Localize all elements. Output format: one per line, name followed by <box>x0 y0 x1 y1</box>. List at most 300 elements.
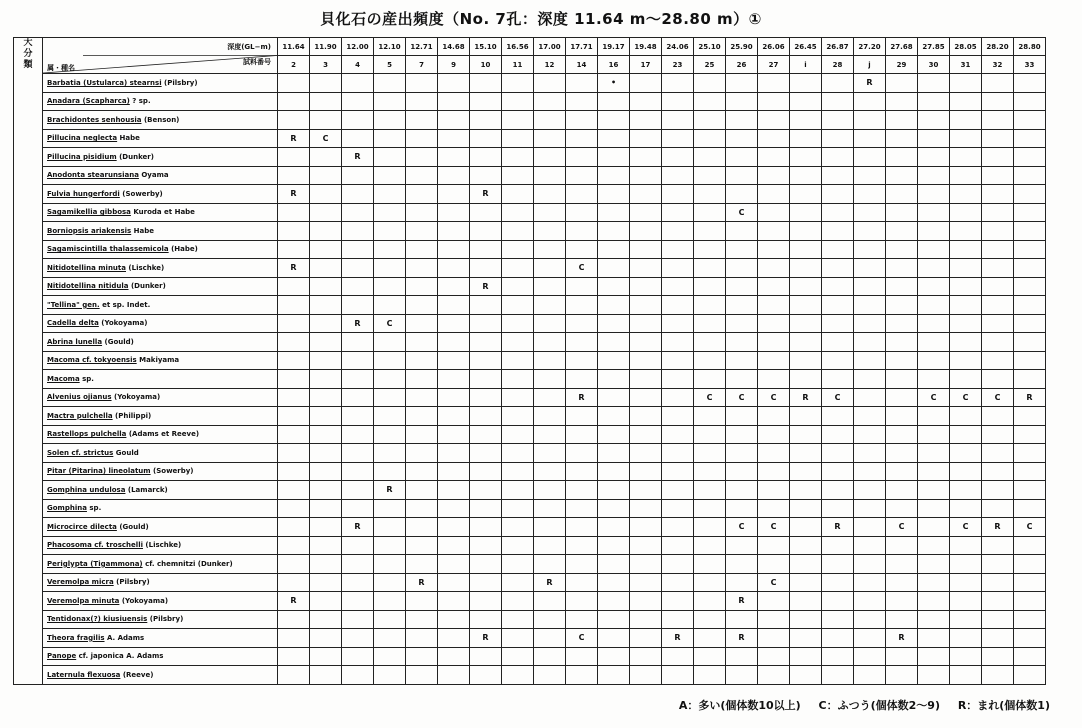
fossil-frequency-table <box>13 37 1046 685</box>
table-row <box>14 666 1046 685</box>
frequency-cell <box>470 314 502 333</box>
frequency-cell <box>278 370 310 389</box>
frequency-cell <box>726 666 758 685</box>
frequency-cell <box>694 333 726 352</box>
frequency-cell <box>598 277 630 296</box>
frequency-cell <box>726 259 758 278</box>
frequency-cell <box>1014 203 1046 222</box>
frequency-cell <box>406 592 438 611</box>
frequency-cell <box>630 610 662 629</box>
species-author: cf. japonica A. Adams <box>76 652 164 661</box>
frequency-cell <box>662 333 694 352</box>
frequency-cell <box>694 351 726 370</box>
frequency-cell <box>406 277 438 296</box>
frequency-cell <box>534 536 566 555</box>
frequency-cell <box>534 333 566 352</box>
frequency-cell <box>438 92 470 111</box>
frequency-cell <box>854 111 886 130</box>
frequency-cell: R <box>886 629 918 648</box>
frequency-cell <box>822 610 854 629</box>
frequency-cell <box>374 370 406 389</box>
species-name <box>43 573 278 592</box>
frequency-cell: C <box>950 518 982 537</box>
sample-axis-label: 試料番号 <box>243 58 271 66</box>
table-row <box>14 499 1046 518</box>
species-genus: Alvenius ojianus <box>47 393 112 402</box>
frequency-cell <box>438 111 470 130</box>
frequency-cell <box>822 647 854 666</box>
frequency-cell <box>662 222 694 241</box>
depth-header: 19.48 <box>630 38 662 56</box>
frequency-cell <box>822 555 854 574</box>
species-genus: Sagamikellia gibbosa <box>47 208 131 217</box>
frequency-cell <box>374 388 406 407</box>
frequency-cell <box>886 407 918 426</box>
sample-header: 12 <box>534 56 566 74</box>
frequency-cell <box>374 592 406 611</box>
frequency-cell <box>1014 370 1046 389</box>
frequency-cell <box>918 277 950 296</box>
frequency-cell <box>662 111 694 130</box>
frequency-cell <box>982 222 1014 241</box>
frequency-cell <box>694 277 726 296</box>
frequency-cell <box>886 481 918 500</box>
species-genus: Anodonta stearunsiana <box>47 171 139 180</box>
species-name <box>43 92 278 111</box>
species-name <box>43 388 278 407</box>
frequency-cell: R <box>278 592 310 611</box>
frequency-cell <box>854 629 886 648</box>
species-genus: Phacosoma cf. troschelli <box>47 541 143 550</box>
frequency-cell <box>726 129 758 148</box>
frequency-cell <box>374 610 406 629</box>
frequency-cell <box>534 296 566 315</box>
frequency-cell <box>790 555 822 574</box>
frequency-cell <box>342 592 374 611</box>
frequency-cell <box>726 185 758 204</box>
frequency-cell <box>982 629 1014 648</box>
frequency-cell <box>886 462 918 481</box>
frequency-cell <box>438 166 470 185</box>
frequency-cell <box>502 647 534 666</box>
frequency-cell <box>950 425 982 444</box>
frequency-cell <box>982 666 1014 685</box>
frequency-cell <box>630 259 662 278</box>
frequency-cell <box>310 111 342 130</box>
sample-header: 2 <box>278 56 310 74</box>
frequency-cell <box>694 185 726 204</box>
table-row <box>14 536 1046 555</box>
frequency-cell <box>854 610 886 629</box>
frequency-cell <box>694 444 726 463</box>
species-genus: Microcirce dilecta <box>47 522 117 531</box>
category-label-char: 大 <box>23 38 33 48</box>
frequency-cell <box>790 499 822 518</box>
frequency-cell <box>502 129 534 148</box>
frequency-cell <box>790 481 822 500</box>
frequency-cell <box>982 610 1014 629</box>
frequency-cell <box>438 388 470 407</box>
frequency-cell <box>694 499 726 518</box>
frequency-cell <box>374 518 406 537</box>
table-row <box>14 74 1046 93</box>
frequency-cell <box>886 277 918 296</box>
frequency-cell <box>342 222 374 241</box>
frequency-cell <box>630 277 662 296</box>
species-genus: Nitidotellina minuta <box>47 263 126 272</box>
frequency-cell <box>662 610 694 629</box>
frequency-cell <box>470 573 502 592</box>
frequency-cell <box>406 240 438 259</box>
frequency-cell <box>918 573 950 592</box>
depth-header-row <box>14 38 1046 56</box>
frequency-cell <box>662 407 694 426</box>
frequency-cell <box>406 222 438 241</box>
frequency-cell <box>662 444 694 463</box>
frequency-cell <box>1014 610 1046 629</box>
frequency-cell <box>534 92 566 111</box>
frequency-cell <box>278 499 310 518</box>
frequency-cell <box>822 111 854 130</box>
frequency-cell <box>886 388 918 407</box>
frequency-cell <box>534 240 566 259</box>
frequency-cell <box>726 425 758 444</box>
frequency-cell <box>822 259 854 278</box>
frequency-cell <box>470 92 502 111</box>
table-row <box>14 481 1046 500</box>
frequency-cell <box>630 407 662 426</box>
frequency-cell: R <box>342 148 374 167</box>
species-name <box>43 610 278 629</box>
species-name <box>43 370 278 389</box>
frequency-cell <box>662 462 694 481</box>
frequency-cell <box>566 573 598 592</box>
species-author: (Habe) <box>168 245 198 254</box>
frequency-cell <box>278 536 310 555</box>
frequency-cell <box>278 647 310 666</box>
sample-header: 4 <box>342 56 374 74</box>
frequency-cell <box>278 314 310 333</box>
frequency-cell <box>982 148 1014 167</box>
frequency-cell <box>310 481 342 500</box>
frequency-cell <box>310 407 342 426</box>
species-name <box>43 481 278 500</box>
frequency-cell <box>886 444 918 463</box>
frequency-cell <box>854 481 886 500</box>
frequency-cell <box>470 481 502 500</box>
frequency-cell <box>854 388 886 407</box>
frequency-cell <box>726 240 758 259</box>
frequency-cell <box>662 74 694 93</box>
frequency-cell <box>566 499 598 518</box>
frequency-cell <box>854 425 886 444</box>
species-genus: Barbatia (Ustularca) stearnsi <box>47 78 162 87</box>
frequency-cell <box>790 407 822 426</box>
frequency-cell <box>694 92 726 111</box>
frequency-cell <box>950 148 982 167</box>
frequency-cell <box>886 185 918 204</box>
frequency-cell <box>790 185 822 204</box>
frequency-cell <box>1014 351 1046 370</box>
species-author: Habe <box>117 134 140 143</box>
depth-header: 14.68 <box>438 38 470 56</box>
species-author: Oyama <box>138 171 169 180</box>
frequency-cell <box>630 129 662 148</box>
frequency-cell <box>566 129 598 148</box>
species-author: (Yokoyama) <box>98 319 148 328</box>
frequency-cell <box>342 277 374 296</box>
frequency-cell <box>758 351 790 370</box>
frequency-cell <box>726 111 758 130</box>
frequency-cell <box>950 203 982 222</box>
category-label-char: 類 <box>23 60 33 70</box>
frequency-cell <box>758 203 790 222</box>
frequency-cell <box>470 203 502 222</box>
frequency-cell <box>534 203 566 222</box>
table-row <box>14 222 1046 241</box>
frequency-cell <box>662 185 694 204</box>
frequency-cell <box>310 425 342 444</box>
frequency-cell <box>1014 425 1046 444</box>
frequency-cell <box>566 351 598 370</box>
frequency-cell <box>406 499 438 518</box>
frequency-cell <box>886 573 918 592</box>
frequency-cell <box>822 92 854 111</box>
frequency-cell <box>406 425 438 444</box>
frequency-cell <box>918 240 950 259</box>
species-author: (Philippi) <box>112 411 152 420</box>
species-name <box>43 203 278 222</box>
frequency-cell <box>726 92 758 111</box>
frequency-cell <box>630 185 662 204</box>
frequency-cell <box>630 666 662 685</box>
frequency-cell <box>342 425 374 444</box>
frequency-cell <box>374 203 406 222</box>
frequency-cell <box>502 555 534 574</box>
species-genus: Abrina lunella <box>47 337 103 346</box>
frequency-cell <box>502 481 534 500</box>
frequency-cell <box>278 407 310 426</box>
frequency-cell <box>470 555 502 574</box>
sample-header: 3 <box>310 56 342 74</box>
sample-header: 31 <box>950 56 982 74</box>
frequency-cell <box>566 166 598 185</box>
frequency-cell <box>662 499 694 518</box>
frequency-cell <box>854 203 886 222</box>
frequency-cell <box>1014 555 1046 574</box>
frequency-cell <box>278 629 310 648</box>
frequency-cell <box>566 333 598 352</box>
frequency-cell <box>566 296 598 315</box>
frequency-cell <box>534 629 566 648</box>
frequency-cell <box>438 333 470 352</box>
frequency-cell <box>598 629 630 648</box>
species-genus: Veremolpa minuta <box>47 596 120 605</box>
frequency-cell <box>950 277 982 296</box>
frequency-cell <box>662 647 694 666</box>
legend-r: R：まれ(個体数1) <box>957 699 1050 712</box>
table-row <box>14 148 1046 167</box>
species-author: (Lischke) <box>126 263 165 272</box>
table-row <box>14 388 1046 407</box>
frequency-cell <box>790 370 822 389</box>
sample-header: 17 <box>630 56 662 74</box>
species-genus: Sagamiscintilla thalassemicola <box>47 245 169 254</box>
frequency-cell <box>342 166 374 185</box>
frequency-cell <box>982 333 1014 352</box>
depth-header: 28.05 <box>950 38 982 56</box>
frequency-cell <box>438 592 470 611</box>
frequency-cell <box>854 351 886 370</box>
frequency-cell <box>694 111 726 130</box>
species-author: Habe <box>131 226 154 235</box>
frequency-cell <box>726 573 758 592</box>
frequency-cell <box>310 536 342 555</box>
frequency-cell: R <box>726 629 758 648</box>
species-name <box>43 111 278 130</box>
frequency-cell <box>438 351 470 370</box>
frequency-cell <box>278 555 310 574</box>
frequency-cell <box>470 259 502 278</box>
frequency-cell <box>374 259 406 278</box>
frequency-cell <box>886 666 918 685</box>
frequency-cell <box>726 610 758 629</box>
frequency-cell <box>438 481 470 500</box>
frequency-cell <box>310 647 342 666</box>
frequency-cell <box>822 74 854 93</box>
frequency-cell <box>630 240 662 259</box>
frequency-cell <box>470 351 502 370</box>
frequency-cell <box>310 499 342 518</box>
frequency-cell <box>726 296 758 315</box>
frequency-cell <box>982 240 1014 259</box>
frequency-cell <box>278 222 310 241</box>
frequency-cell <box>406 92 438 111</box>
frequency-cell: C <box>726 203 758 222</box>
frequency-cell <box>630 444 662 463</box>
frequency-cell <box>662 425 694 444</box>
frequency-cell: C <box>982 388 1014 407</box>
frequency-cell <box>310 296 342 315</box>
frequency-cell <box>310 610 342 629</box>
frequency-cell <box>534 388 566 407</box>
species-genus: Anadara (Scapharca) <box>47 97 130 106</box>
frequency-cell <box>534 462 566 481</box>
frequency-cell <box>374 351 406 370</box>
frequency-cell <box>406 666 438 685</box>
depth-header: 15.10 <box>470 38 502 56</box>
sample-header: 28 <box>822 56 854 74</box>
frequency-cell <box>342 444 374 463</box>
frequency-cell <box>374 629 406 648</box>
frequency-cell <box>950 185 982 204</box>
frequency-cell <box>918 518 950 537</box>
frequency-cell <box>982 444 1014 463</box>
frequency-cell <box>854 499 886 518</box>
frequency-cell <box>502 573 534 592</box>
frequency-cell <box>886 555 918 574</box>
table-row <box>14 296 1046 315</box>
frequency-cell <box>278 462 310 481</box>
frequency-cell <box>1014 148 1046 167</box>
frequency-cell <box>694 314 726 333</box>
frequency-cell <box>1014 407 1046 426</box>
species-header-cell <box>43 38 278 74</box>
table-row <box>14 462 1046 481</box>
frequency-cell <box>534 259 566 278</box>
species-name <box>43 296 278 315</box>
frequency-cell <box>598 444 630 463</box>
frequency-cell <box>502 148 534 167</box>
table-row <box>14 407 1046 426</box>
frequency-cell <box>694 610 726 629</box>
table-row <box>14 111 1046 130</box>
frequency-cell <box>790 74 822 93</box>
species-name <box>43 629 278 648</box>
frequency-cell <box>982 592 1014 611</box>
frequency-cell <box>534 481 566 500</box>
frequency-cell <box>566 647 598 666</box>
frequency-cell <box>790 351 822 370</box>
frequency-cell <box>534 185 566 204</box>
frequency-cell <box>694 148 726 167</box>
frequency-cell <box>598 129 630 148</box>
frequency-cell <box>918 444 950 463</box>
frequency-cell <box>918 666 950 685</box>
table-row <box>14 277 1046 296</box>
frequency-cell <box>406 536 438 555</box>
frequency-cell <box>278 333 310 352</box>
table-row <box>14 518 1046 537</box>
sample-header: 11 <box>502 56 534 74</box>
frequency-cell <box>1014 129 1046 148</box>
frequency-cell <box>310 333 342 352</box>
frequency-cell <box>982 203 1014 222</box>
frequency-cell <box>918 592 950 611</box>
frequency-cell <box>342 462 374 481</box>
frequency-cell <box>374 462 406 481</box>
frequency-cell <box>342 240 374 259</box>
frequency-cell <box>406 314 438 333</box>
frequency-cell <box>278 573 310 592</box>
frequency-cell <box>502 111 534 130</box>
frequency-cell <box>438 518 470 537</box>
frequency-cell <box>342 92 374 111</box>
frequency-cell <box>662 277 694 296</box>
frequency-cell <box>278 296 310 315</box>
frequency-cell <box>726 314 758 333</box>
frequency-cell <box>758 129 790 148</box>
frequency-cell <box>342 351 374 370</box>
depth-header: 25.10 <box>694 38 726 56</box>
frequency-cell <box>470 518 502 537</box>
frequency-cell <box>982 647 1014 666</box>
frequency-cell <box>662 518 694 537</box>
frequency-cell <box>406 296 438 315</box>
frequency-cell <box>982 499 1014 518</box>
species-genus: Pillucina pisidium <box>47 152 117 161</box>
frequency-cell <box>374 185 406 204</box>
frequency-cell <box>342 536 374 555</box>
frequency-cell <box>310 222 342 241</box>
frequency-cell <box>438 629 470 648</box>
frequency-cell <box>406 462 438 481</box>
frequency-cell <box>822 462 854 481</box>
frequency-cell <box>598 388 630 407</box>
frequency-cell <box>310 592 342 611</box>
sample-header: 9 <box>438 56 470 74</box>
frequency-cell <box>278 666 310 685</box>
